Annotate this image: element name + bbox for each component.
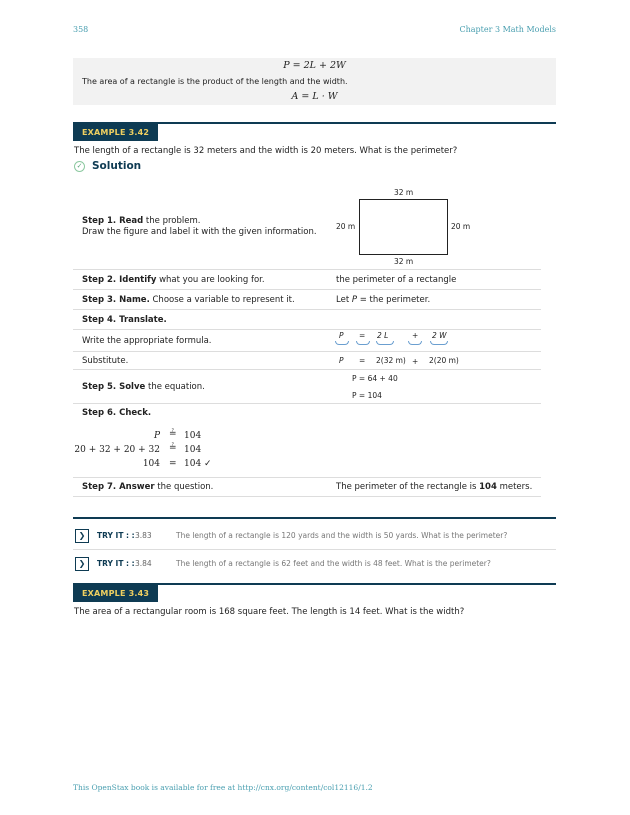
try-it-question: The length of a rectangle is 120 yards and the width is 50 yards. What is the perimeter?	[176, 531, 508, 540]
step-2-answer: the perimeter of a rectangle	[336, 275, 457, 285]
try-it-divider-top	[73, 517, 556, 519]
step-1-rest: the problem.	[143, 216, 201, 226]
solve-line-2: P = 104	[352, 391, 382, 400]
sub-p: P	[339, 356, 344, 365]
brace-1	[335, 341, 349, 345]
page-number: 358	[73, 25, 89, 34]
try-it-number: 3.83	[135, 531, 152, 540]
step-5-title: Step 5. Solve	[82, 382, 146, 392]
step-4-title: Step 4. Translate.	[82, 315, 167, 325]
example-problem: The length of a rectangle is 32 meters and the width is 20 meters. What is the perimeter?	[74, 146, 458, 156]
label-top: 32 m	[394, 188, 414, 197]
try-it-3-83[interactable]	[73, 523, 556, 547]
try-it-label: TRY IT : :	[97, 559, 135, 568]
step-7-answer: The perimeter of the rectangle is 104 meters.	[336, 482, 533, 492]
footer-note: This OpenStax book is available for free at http://cnx.org/content/col12116/1.2	[73, 783, 373, 792]
perimeter-formula: P = 2L + 2W	[283, 60, 346, 71]
chevron-right-icon[interactable]: ❯	[75, 529, 89, 543]
try-it-separator	[73, 549, 556, 550]
step-row-2	[73, 270, 541, 290]
substitute-row	[73, 352, 541, 370]
try-it-3-84[interactable]	[73, 551, 556, 575]
area-definition-text: The area of a rectangle is the product of the length and the width.	[82, 77, 348, 86]
solution-label: Solution	[92, 160, 142, 172]
check-op-1: ≟	[169, 429, 177, 439]
check-rhs-3: 104 ✓	[184, 459, 212, 469]
check-lhs-1: P	[153, 431, 160, 441]
step-row-6	[73, 404, 541, 478]
sub-plus: +	[412, 357, 419, 366]
step-row-4	[73, 310, 541, 330]
try-it-label: TRY IT : :	[97, 531, 135, 540]
sub-eq: =	[359, 356, 366, 365]
step-row-7	[73, 478, 541, 497]
label-bottom: 32 m	[394, 257, 414, 266]
brace-4	[408, 341, 422, 345]
rectangle-shape	[359, 199, 448, 255]
formula-note-box	[73, 58, 556, 105]
formula-plus: +	[412, 331, 419, 340]
substitute-label: Substitute.	[82, 356, 129, 366]
step-row-3	[73, 290, 541, 310]
step-1-title: Step 1. Read	[82, 216, 144, 226]
step-2-title: Step 2. Identify	[82, 275, 157, 285]
solve-line-1: P = 64 + 40	[352, 374, 398, 383]
step-3-answer: Let P = the perimeter.	[336, 295, 431, 305]
step-7-rest: the question.	[154, 482, 214, 492]
step-row-5	[73, 370, 541, 404]
step-5-rest: the equation.	[145, 382, 205, 392]
check-op-3: =	[169, 459, 177, 469]
chapter-title: Chapter 3 Math Models	[459, 25, 556, 34]
check-lhs-3: 104	[142, 459, 160, 469]
try-it-number: 3.84	[135, 559, 152, 568]
sub-b: 2(20 m)	[429, 356, 459, 365]
check-rhs-2: 104	[184, 445, 202, 455]
area-formula: A = L · W	[291, 91, 338, 102]
step-7-title: Step 7. Answer	[82, 482, 155, 492]
step-3-title: Step 3. Name.	[82, 295, 150, 305]
step-2-rest: what you are looking for.	[156, 275, 265, 285]
brace-2	[356, 341, 370, 345]
formula-2l: 2 L	[377, 331, 389, 340]
write-formula-label: Write the appropriate formula.	[82, 336, 212, 346]
write-formula-row	[73, 330, 541, 352]
formula-p: P	[339, 331, 344, 340]
step-1-line2: Draw the figure and label it with the given information.	[82, 227, 317, 237]
checkmark-circle-icon: ✓	[74, 161, 85, 172]
label-left: 20 m	[336, 222, 356, 231]
step-3-rest: Choose a variable to represent it.	[149, 295, 295, 305]
try-it-question: The length of a rectangle is 62 feet and the width is 48 feet. What is the perimeter?	[176, 559, 491, 568]
example-label-2: EXAMPLE 3.43	[73, 585, 158, 602]
check-rhs-1: 104	[184, 431, 202, 441]
check-lhs-2: 20 + 32 + 20 + 32	[74, 445, 160, 455]
example-label: EXAMPLE 3.42	[73, 124, 158, 141]
brace-3	[376, 341, 394, 345]
formula-eq: =	[359, 331, 366, 340]
step-6-title: Step 6. Check.	[82, 408, 152, 418]
sub-a: 2(32 m)	[376, 356, 406, 365]
step-1-text	[82, 216, 317, 238]
step-row-1	[73, 184, 541, 270]
check-op-2: ≟	[169, 443, 177, 453]
formula-2w: 2 W	[432, 331, 447, 340]
label-right: 20 m	[451, 222, 471, 231]
brace-5	[430, 341, 448, 345]
example-problem-2: The area of a rectangular room is 168 square feet. The length is 14 feet. What is the width?	[74, 607, 465, 617]
chevron-right-icon[interactable]: ❯	[75, 557, 89, 571]
